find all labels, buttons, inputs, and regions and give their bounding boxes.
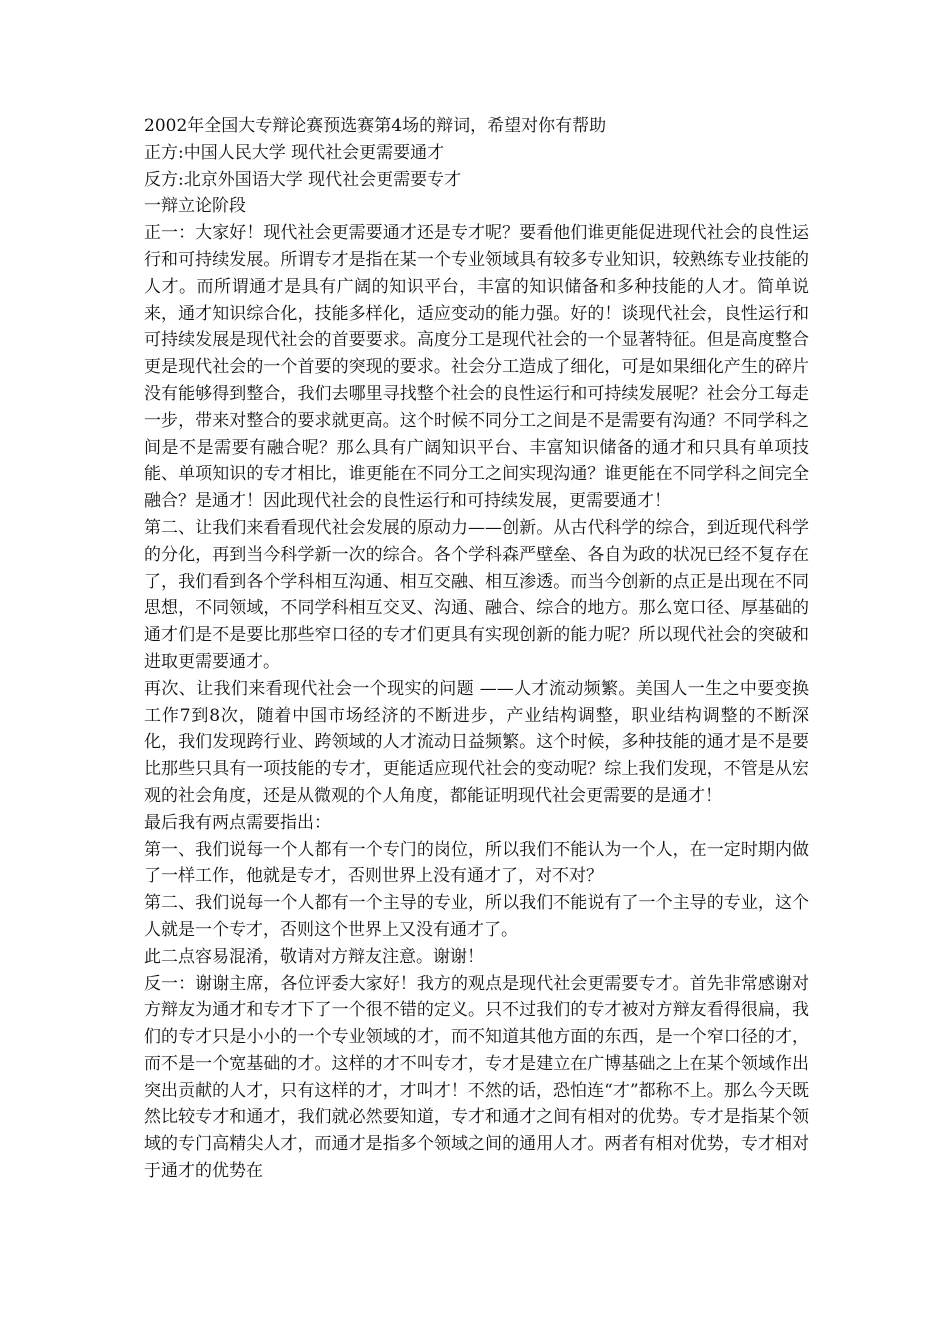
paragraph-two-notes-intro: 最后我有两点需要指出： [144,812,331,833]
document-title-line: 2002年全国大专辩论赛预选赛第4场的辩词，希望对你有帮助 [144,116,607,136]
paragraph-negative-first-speech: 反一：谢谢主席，各位评委大家好！我方的观点是现代社会更需要专才。首先非常感谢对方辩友为通才和专才下了一个很不错的定义。只不过我们的专才被对方辩友看得很扁，我们的专才只是小小的一个专业领域的才，而不知道其他方面的东西，是一个窄口径的才，而不是一个宽基础的才。这样的才不叫专才，专才是建立在广博基础之上在某个领域作出突出贡献的人才，只有这样的才，才叫才！不然的话，恐怕连“才”都称不上。那么今天既然比较专才和通才，我们就必然要知道，专才和通才之间有相对的优势。专才是指某个领域的专门高精尖人才，而通才是指多个领域之间的通用人才。两者有相对优势，专才相对于通才的优势在 [144,973,809,1182]
document-body [144,113,809,1185]
paragraph-closing-thanks: 此二点容易混淆，敬请对方辩友注意。谢谢！ [144,946,484,967]
paragraph-note-one: 第一、我们说每一个人都有一个专门的岗位，所以我们不能认为一个人，在一定时期内做了一样工作，他就是专才，否则世界上没有通才了，对不对？ [144,839,809,887]
section-heading: 一辩立论阶段 [144,196,246,217]
paragraph-third-point: 再次、让我们来看现代社会一个现实的问题 ——人才流动频繁。美国人一生之中要变换工作7到8次，随着中国市场经济的不断进步，产业结构调整，职业结构调整的不断深化，我们发现跨行业、跨领域的人才流动日益频繁。这个时候，多种技能的通才是不是要比那些只具有一项技能的专才，更能适应现代社会的变动呢？综上我们发现，不管是从宏观的社会角度，还是从微观的个人角度，都能证明现代社会更需要的是通才！ [144,678,809,806]
affirmative-side-line: 正方:中国人民大学 现代社会更需要通才 [144,142,445,163]
negative-side-line: 反方:北京外国语大学 现代社会更需要专才 [144,169,462,190]
paragraph-note-two: 第二、我们说每一个人都有一个主导的专业，所以我们不能说有了一个主导的专业，这个人就是一个专才，否则这个世界上又没有通才了。 [144,893,809,940]
paragraph-affirmative-first-speech: 正一：大家好！现代社会更需要通才还是专才呢？要看他们谁更能促进现代社会的良性运行和可持续发展。所谓专才是指在某一个专业领域具有较多专业知识，较熟练专业技能的人才。而所谓通才是具有广阔的知识平台，丰富的知识储备和多种技能的人才。简单说来，通才知识综合化，技能多样化，适应变动的能力强。好的！谈现代社会，良性运行和可持续发展是现代社会的首要要求。高度分工是现代社会的一个显著特征。但是高度整合更是现代社会的一个首要的突现的要求。社会分工造成了细化，可是如果细化产生的碎片没有能够得到整合，我们去哪里寻找整个社会的良性运行和可持续发展呢？社会分工每走一步，带来对整合的要求就更高。这个时候不同分工之间是不是需要有沟通？不同学科之间是不是需要有融合呢？那么具有广阔知识平台、丰富知识储备的通才和只具有单项技能、单项知识的专才相比，谁更能在不同分工之间实现沟通？谁更能在不同学科之间完全融合？是通才！因此现代社会的良性运行和可持续发展，更需要通才！ [144,223,809,512]
paragraph-second-point: 第二、让我们来看看现代社会发展的原动力——创新。从古代科学的综合，到近现代科学的分化，再到当今科学新一次的综合。各个学科森严壁垒、各自为政的状况已经不复存在了，我们看到各个学科相互沟通、相互交融、相互渗透。而当今创新的点正是出现在不同思想，不同领域，不同学科相互交叉、沟通、融合、综合的地方。那么宽口径、厚基础的通才们是不是要比那些窄口径的专才们更具有实现创新的能力呢？所以现代社会的突破和进取更需要通才。 [144,517,809,672]
